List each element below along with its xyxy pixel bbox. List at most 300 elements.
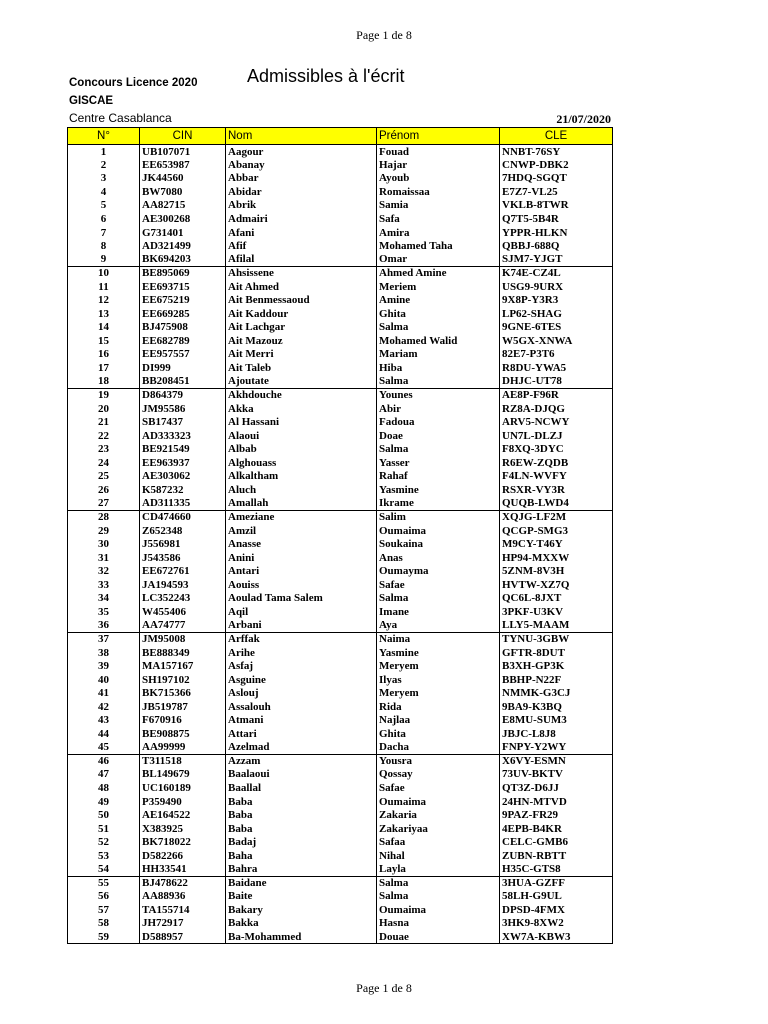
row-number: 6 <box>68 212 140 226</box>
prenom-cell: Salma <box>377 890 500 904</box>
row-number: 41 <box>68 686 140 700</box>
row-number: 53 <box>68 849 140 863</box>
table-row <box>68 781 613 795</box>
prenom-cell: Salma <box>377 443 500 457</box>
table-row <box>68 497 613 511</box>
prenom-cell: Aya <box>377 619 500 633</box>
row-number: 7 <box>68 226 140 240</box>
prenom-cell: Fadoua <box>377 415 500 429</box>
cle-cell: ARV5-NCWY <box>500 415 613 429</box>
prenom-cell: Romaissaa <box>377 185 500 199</box>
nom-cell: Baba <box>226 822 377 836</box>
cin-cell: LC352243 <box>140 592 226 606</box>
cin-cell: AA74777 <box>140 619 226 633</box>
table-row <box>68 930 613 944</box>
cin-cell: AA99999 <box>140 741 226 755</box>
row-number: 39 <box>68 659 140 673</box>
nom-cell: Al Hassani <box>226 415 377 429</box>
cle-cell: RZ8A-DJQG <box>500 402 613 416</box>
table-row <box>68 564 613 578</box>
row-number: 43 <box>68 713 140 727</box>
prenom-cell: Samia <box>377 199 500 213</box>
prenom-cell: Najlaa <box>377 713 500 727</box>
prenom-cell: Anas <box>377 551 500 565</box>
cle-cell: R6EW-ZQDB <box>500 456 613 470</box>
cin-cell: W455406 <box>140 605 226 619</box>
row-number: 19 <box>68 388 140 402</box>
row-number: 8 <box>68 239 140 253</box>
centre-name: Centre Casablanca <box>69 111 172 125</box>
prenom-cell: Oumayma <box>377 564 500 578</box>
prenom-cell: Zakaria <box>377 808 500 822</box>
table-row <box>68 700 613 714</box>
nom-cell: Baallal <box>226 781 377 795</box>
cle-cell: 9GNE-6TES <box>500 321 613 335</box>
cin-cell: SB17437 <box>140 415 226 429</box>
row-number: 45 <box>68 741 140 755</box>
table-row <box>68 388 613 402</box>
prenom-cell: Rahaf <box>377 470 500 484</box>
nom-cell: Albab <box>226 443 377 457</box>
cin-cell: K587232 <box>140 483 226 497</box>
table-row <box>68 294 613 308</box>
table-row <box>68 537 613 551</box>
prenom-cell: Mariam <box>377 348 500 362</box>
row-number: 16 <box>68 348 140 362</box>
nom-cell: Aluch <box>226 483 377 497</box>
table-row <box>68 741 613 755</box>
cin-cell: BE908875 <box>140 727 226 741</box>
nom-cell: Badaj <box>226 835 377 849</box>
row-number: 28 <box>68 510 140 524</box>
table-row <box>68 686 613 700</box>
cin-cell: J543586 <box>140 551 226 565</box>
prenom-cell: Yousra <box>377 754 500 768</box>
page-number-top: Page 1 de 8 <box>356 28 412 42</box>
column-header-nom: Nom <box>226 128 377 145</box>
cin-cell: BE921549 <box>140 443 226 457</box>
row-number: 36 <box>68 619 140 633</box>
cle-cell: LLY5-MAAM <box>500 619 613 633</box>
cin-cell: EE693715 <box>140 280 226 294</box>
cle-cell: 73UV-BKTV <box>500 768 613 782</box>
prenom-cell: Oumaima <box>377 795 500 809</box>
table-row <box>68 578 613 592</box>
row-number: 33 <box>68 578 140 592</box>
nom-cell: Ait Ahmed <box>226 280 377 294</box>
cle-cell: NNBT-76SY <box>500 145 613 159</box>
cin-cell: AE300268 <box>140 212 226 226</box>
table-row <box>68 280 613 294</box>
cin-cell: JH72917 <box>140 917 226 931</box>
table-row <box>68 199 613 213</box>
row-number: 56 <box>68 890 140 904</box>
table-row <box>68 835 613 849</box>
row-number: 26 <box>68 483 140 497</box>
row-number: 12 <box>68 294 140 308</box>
cin-cell: AD333323 <box>140 429 226 443</box>
prenom-cell: Ilyas <box>377 673 500 687</box>
row-number: 23 <box>68 443 140 457</box>
cin-cell: AA88936 <box>140 890 226 904</box>
cin-cell: TA155714 <box>140 903 226 917</box>
table-row <box>68 849 613 863</box>
cle-cell: UN7L-DLZJ <box>500 429 613 443</box>
column-header-prenom: Prénom <box>377 128 500 145</box>
nom-cell: Baite <box>226 890 377 904</box>
prenom-cell: Safa <box>377 212 500 226</box>
prenom-cell: Yasmine <box>377 483 500 497</box>
table-row <box>68 646 613 660</box>
prenom-cell: Imane <box>377 605 500 619</box>
prenom-cell: Amine <box>377 294 500 308</box>
nom-cell: Baha <box>226 849 377 863</box>
cin-cell: JM95586 <box>140 402 226 416</box>
cle-cell: 9PAZ-FR29 <box>500 808 613 822</box>
cin-cell: CD474660 <box>140 510 226 524</box>
table-row <box>68 632 613 646</box>
nom-cell: Anini <box>226 551 377 565</box>
cle-cell: XW7A-KBW3 <box>500 930 613 944</box>
table-row <box>68 470 613 484</box>
nom-cell: Abidar <box>226 185 377 199</box>
nom-cell: Atmani <box>226 713 377 727</box>
row-number: 4 <box>68 185 140 199</box>
nom-cell: Abanay <box>226 158 377 172</box>
cin-cell: MA157167 <box>140 659 226 673</box>
cle-cell: H35C-GTS8 <box>500 862 613 876</box>
prenom-cell: Younes <box>377 388 500 402</box>
prenom-cell: Salma <box>377 592 500 606</box>
prenom-cell: Oumaima <box>377 903 500 917</box>
cin-cell: BW7080 <box>140 185 226 199</box>
cin-cell: BB208451 <box>140 375 226 389</box>
prenom-cell: Qossay <box>377 768 500 782</box>
table-row <box>68 443 613 457</box>
row-number: 32 <box>68 564 140 578</box>
nom-cell: Ait Lachgar <box>226 321 377 335</box>
document-header <box>69 74 197 110</box>
prenom-cell: Salma <box>377 321 500 335</box>
row-number: 30 <box>68 537 140 551</box>
cle-cell: DHJC-UT78 <box>500 375 613 389</box>
page-number-bottom: Page 1 de 8 <box>356 981 412 995</box>
prenom-cell: Safae <box>377 578 500 592</box>
cle-cell: 7HDQ-SGQT <box>500 172 613 186</box>
prenom-cell: Naima <box>377 632 500 646</box>
cin-cell: BE895069 <box>140 266 226 280</box>
cle-cell: 24HN-MTVD <box>500 795 613 809</box>
nom-cell: Baidane <box>226 876 377 890</box>
row-number: 54 <box>68 862 140 876</box>
table-row <box>68 185 613 199</box>
cle-cell: QUQB-LWD4 <box>500 497 613 511</box>
prenom-cell: Mohamed Walid <box>377 334 500 348</box>
cin-cell: BE888349 <box>140 646 226 660</box>
nom-cell: Azelmad <box>226 741 377 755</box>
nom-cell: Baalaoui <box>226 768 377 782</box>
row-number: 22 <box>68 429 140 443</box>
cle-cell: DPSD-4FMX <box>500 903 613 917</box>
cle-cell: 3HUA-GZFF <box>500 876 613 890</box>
nom-cell: Alghouass <box>226 456 377 470</box>
nom-cell: Antari <box>226 564 377 578</box>
row-number: 52 <box>68 835 140 849</box>
table-row <box>68 321 613 335</box>
nom-cell: Alaoui <box>226 429 377 443</box>
cle-cell: QBBJ-688Q <box>500 239 613 253</box>
cle-cell: TYNU-3GBW <box>500 632 613 646</box>
row-number: 17 <box>68 361 140 375</box>
row-number: 21 <box>68 415 140 429</box>
nom-cell: Afif <box>226 239 377 253</box>
prenom-cell: Meriem <box>377 280 500 294</box>
table-row <box>68 713 613 727</box>
table-row <box>68 917 613 931</box>
table-row <box>68 862 613 876</box>
prenom-cell: Yasmine <box>377 646 500 660</box>
table-row <box>68 375 613 389</box>
row-number: 25 <box>68 470 140 484</box>
cle-cell: SJM7-YJGT <box>500 253 613 267</box>
row-number: 24 <box>68 456 140 470</box>
cle-cell: BBHP-N22F <box>500 673 613 687</box>
row-number: 42 <box>68 700 140 714</box>
nom-cell: Afilal <box>226 253 377 267</box>
prenom-cell: Safaa <box>377 835 500 849</box>
row-number: 1 <box>68 145 140 159</box>
cle-cell: NMMK-G3CJ <box>500 686 613 700</box>
prenom-cell: Amira <box>377 226 500 240</box>
nom-cell: Afani <box>226 226 377 240</box>
cin-cell: JA194593 <box>140 578 226 592</box>
cle-cell: ZUBN-RBTT <box>500 849 613 863</box>
prenom-cell: Salim <box>377 510 500 524</box>
cle-cell: F4LN-WVFY <box>500 470 613 484</box>
page-title: Admissibles à l'écrit <box>247 66 405 86</box>
table-row <box>68 822 613 836</box>
table-row <box>68 903 613 917</box>
row-number: 20 <box>68 402 140 416</box>
prenom-cell: Dacha <box>377 741 500 755</box>
table-row <box>68 415 613 429</box>
organization-name: GISCAE <box>69 95 114 107</box>
cin-cell: JK44560 <box>140 172 226 186</box>
row-number: 35 <box>68 605 140 619</box>
nom-cell: Asfaj <box>226 659 377 673</box>
nom-cell: Ajoutate <box>226 375 377 389</box>
nom-cell: Ameziane <box>226 510 377 524</box>
cin-cell: AD321499 <box>140 239 226 253</box>
row-number: 13 <box>68 307 140 321</box>
table-row <box>68 253 613 267</box>
nom-cell: Anasse <box>226 537 377 551</box>
cin-cell: UC160189 <box>140 781 226 795</box>
nom-cell: Admairi <box>226 212 377 226</box>
cin-cell: BJ478622 <box>140 876 226 890</box>
row-number: 27 <box>68 497 140 511</box>
cin-cell: AA82715 <box>140 199 226 213</box>
prenom-cell: Ahmed Amine <box>377 266 500 280</box>
row-number: 38 <box>68 646 140 660</box>
nom-cell: Akhdouche <box>226 388 377 402</box>
cin-cell: D864379 <box>140 388 226 402</box>
cin-cell: Z652348 <box>140 524 226 538</box>
column-header-cin: CIN <box>140 128 226 145</box>
table-row <box>68 266 613 280</box>
prenom-cell: Douae <box>377 930 500 944</box>
cle-cell: FNPY-Y2WY <box>500 741 613 755</box>
cle-cell: JBJC-L8J8 <box>500 727 613 741</box>
row-number: 58 <box>68 917 140 931</box>
cin-cell: AE303062 <box>140 470 226 484</box>
column-header-cle: CLE <box>500 128 613 145</box>
cle-cell: 9X8P-Y3R3 <box>500 294 613 308</box>
table-body <box>68 145 613 944</box>
cin-cell: BL149679 <box>140 768 226 782</box>
cin-cell: D588957 <box>140 930 226 944</box>
row-number: 59 <box>68 930 140 944</box>
table-row <box>68 456 613 470</box>
nom-cell: Bahra <box>226 862 377 876</box>
table-row <box>68 402 613 416</box>
row-number: 15 <box>68 334 140 348</box>
prenom-cell: Rida <box>377 700 500 714</box>
nom-cell: Aslouj <box>226 686 377 700</box>
row-number: 29 <box>68 524 140 538</box>
document-date: 21/07/2020 <box>556 112 611 126</box>
cin-cell: BK715366 <box>140 686 226 700</box>
contest-name: Concours Licence 2020 <box>69 77 198 89</box>
prenom-cell: Hiba <box>377 361 500 375</box>
cin-cell: AD311335 <box>140 497 226 511</box>
prenom-cell: Layla <box>377 862 500 876</box>
prenom-cell: Meryem <box>377 686 500 700</box>
table-row <box>68 524 613 538</box>
cin-cell: EE672761 <box>140 564 226 578</box>
nom-cell: Arihe <box>226 646 377 660</box>
prenom-cell: Ghita <box>377 727 500 741</box>
admissibles-table <box>67 127 613 944</box>
table-row <box>68 659 613 673</box>
cin-cell: HH33541 <box>140 862 226 876</box>
cle-cell: QT3Z-D6JJ <box>500 781 613 795</box>
nom-cell: Akka <box>226 402 377 416</box>
cle-cell: CNWP-DBK2 <box>500 158 613 172</box>
cin-cell: DI999 <box>140 361 226 375</box>
prenom-cell: Doae <box>377 429 500 443</box>
cin-cell: BJ475908 <box>140 321 226 335</box>
table-row <box>68 172 613 186</box>
nom-cell: Attari <box>226 727 377 741</box>
table-row <box>68 307 613 321</box>
row-number: 14 <box>68 321 140 335</box>
cle-cell: 58LH-G9UL <box>500 890 613 904</box>
cle-cell: E7Z7-VL25 <box>500 185 613 199</box>
table-row <box>68 158 613 172</box>
table-row <box>68 754 613 768</box>
row-number: 10 <box>68 266 140 280</box>
cin-cell: SH197102 <box>140 673 226 687</box>
prenom-cell: Ikrame <box>377 497 500 511</box>
cle-cell: LP62-SHAG <box>500 307 613 321</box>
table-row <box>68 876 613 890</box>
cle-cell: YPPR-HLKN <box>500 226 613 240</box>
nom-cell: Ait Mazouz <box>226 334 377 348</box>
cle-cell: GFTR-8DUT <box>500 646 613 660</box>
cle-cell: E8MU-SUM3 <box>500 713 613 727</box>
cin-cell: EE669285 <box>140 307 226 321</box>
table-row <box>68 592 613 606</box>
nom-cell: Bakary <box>226 903 377 917</box>
nom-cell: Alkaltham <box>226 470 377 484</box>
cle-cell: Q7T5-5B4R <box>500 212 613 226</box>
cle-cell: XQJG-LF2M <box>500 510 613 524</box>
prenom-cell: Nihal <box>377 849 500 863</box>
prenom-cell: Zakariyaa <box>377 822 500 836</box>
nom-cell: Abbar <box>226 172 377 186</box>
prenom-cell: Safae <box>377 781 500 795</box>
row-number: 34 <box>68 592 140 606</box>
cin-cell: T311518 <box>140 754 226 768</box>
nom-cell: Aqil <box>226 605 377 619</box>
nom-cell: Ait Kaddour <box>226 307 377 321</box>
row-number: 46 <box>68 754 140 768</box>
table-row <box>68 348 613 362</box>
cle-cell: QCGP-SMG3 <box>500 524 613 538</box>
row-number: 3 <box>68 172 140 186</box>
table-row <box>68 551 613 565</box>
cle-cell: 9BA9-K3BQ <box>500 700 613 714</box>
nom-cell: Aoulad Tama Salem <box>226 592 377 606</box>
prenom-cell: Hasna <box>377 917 500 931</box>
row-number: 40 <box>68 673 140 687</box>
cin-cell: JM95008 <box>140 632 226 646</box>
table-row <box>68 619 613 633</box>
prenom-cell: Ayoub <box>377 172 500 186</box>
cin-cell: P359490 <box>140 795 226 809</box>
table-row <box>68 483 613 497</box>
cin-cell: J556981 <box>140 537 226 551</box>
nom-cell: Ahsissene <box>226 266 377 280</box>
cle-cell: HVTW-XZ7Q <box>500 578 613 592</box>
cin-cell: EE653987 <box>140 158 226 172</box>
cin-cell: JB519787 <box>140 700 226 714</box>
nom-cell: Ba-Mohammed <box>226 930 377 944</box>
table-row <box>68 145 613 159</box>
cin-cell: G731401 <box>140 226 226 240</box>
cle-cell: 5ZNM-8V3H <box>500 564 613 578</box>
nom-cell: Azzam <box>226 754 377 768</box>
table-row <box>68 334 613 348</box>
cle-cell: AE8P-F96R <box>500 388 613 402</box>
table-row <box>68 429 613 443</box>
cle-cell: F8XQ-3DYC <box>500 443 613 457</box>
prenom-cell: Abir <box>377 402 500 416</box>
cin-cell: X383925 <box>140 822 226 836</box>
row-number: 5 <box>68 199 140 213</box>
prenom-cell: Salma <box>377 375 500 389</box>
row-number: 57 <box>68 903 140 917</box>
table-row <box>68 510 613 524</box>
cle-cell: M9CY-T46Y <box>500 537 613 551</box>
prenom-cell: Ghita <box>377 307 500 321</box>
cin-cell: EE682789 <box>140 334 226 348</box>
prenom-cell: Meryem <box>377 659 500 673</box>
table-row <box>68 361 613 375</box>
nom-cell: Amzil <box>226 524 377 538</box>
cin-cell: EE957557 <box>140 348 226 362</box>
